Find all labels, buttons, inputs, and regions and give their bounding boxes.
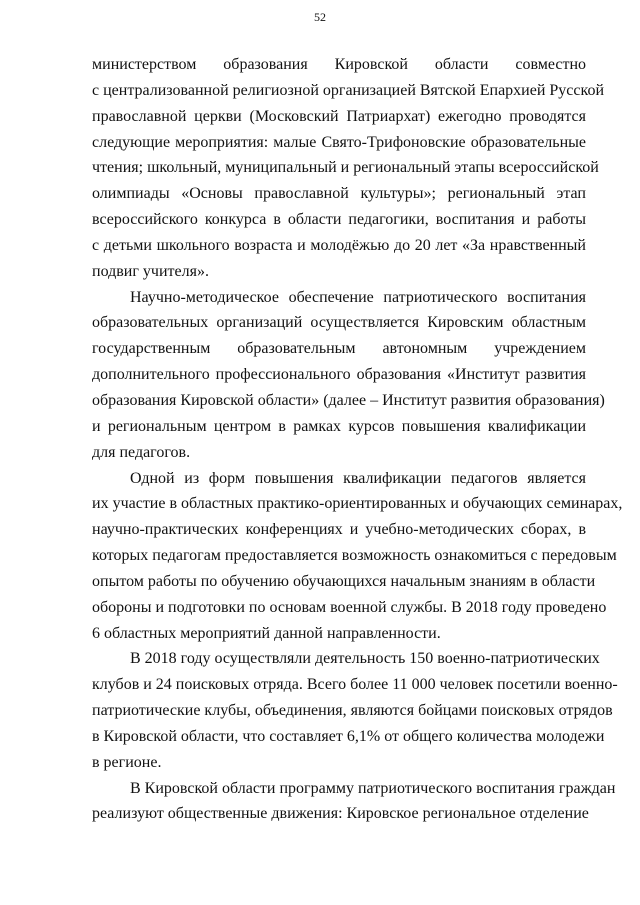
- text-line: образовательных организаций осуществляется Кировским областным: [92, 314, 586, 332]
- text-line: их участие в областных практико-ориентированных и обучающих семинарах,: [92, 495, 623, 513]
- text-line: всероссийского конкурса в области педагогики, воспитания и работы: [92, 211, 586, 229]
- text-line: реализуют общественные движения: Кировское региональное отделение: [92, 805, 589, 823]
- text-line: в регионе.: [92, 753, 162, 771]
- paragraph-continuation: [92, 52, 605, 285]
- text-line: чтения; школьный, муниципальный и региональный этапы всероссийской: [92, 159, 599, 177]
- text-line: и региональным центром в рамках курсов повышения квалификации: [92, 417, 586, 435]
- page-number: 52: [314, 10, 326, 24]
- text-line: с централизованной религиозной организацией Вятской Епархией Русской: [92, 81, 605, 99]
- paragraph-methodical-support: [92, 285, 605, 466]
- text-line: 6 областных мероприятий данной направленности.: [92, 624, 441, 642]
- text-line: научно-практических конференциях и учебно-методических сборах, в: [92, 521, 586, 539]
- text-line: дополнительного профессионального образования «Институт развития: [92, 366, 586, 384]
- text-line: православной церкви (Московский Патриархат) ежегодно проводятся: [92, 107, 586, 125]
- text-line: Научно-методическое обеспечение патриотического воспитания: [130, 288, 586, 306]
- text-line: опытом работы по обучению обучающихся начальным знаниям в области: [92, 572, 596, 590]
- paragraph-qualification: [92, 466, 623, 647]
- text-line: обороны и подготовки по основам военной службы. В 2018 году проведено: [92, 598, 607, 616]
- text-line: для педагогов.: [92, 443, 191, 461]
- text-line: образования Кировской области» (далее – Институт развития образования): [92, 391, 605, 409]
- document-body: [92, 52, 623, 827]
- text-line: следующие мероприятия: малые Свято-Трифоновские образовательные: [92, 133, 586, 151]
- paragraph-public-movements: [92, 776, 616, 828]
- text-line: Одной из форм повышения квалификации педагогов является: [130, 469, 586, 487]
- text-line: патриотические клубы, объединения, являются бойцами поисковых отрядов: [92, 702, 613, 720]
- text-line: В Кировской области программу патриотического воспитания граждан: [130, 779, 616, 797]
- text-line: клубов и 24 поисковых отряда. Всего более 11 000 человек посетили военно-: [92, 676, 618, 694]
- text-line: государственным образовательным автономным учреждением: [92, 340, 586, 358]
- text-line: олимпиады «Основы православной культуры»; региональный этап: [92, 185, 586, 203]
- text-line: в Кировской области, что составляет 6,1% от общего количества молодежи: [92, 727, 605, 745]
- paragraph-clubs-2018: [92, 646, 618, 775]
- text-line: которых педагогам предоставляется возможность ознакомиться с передовым: [92, 547, 617, 565]
- text-line: В 2018 году осуществляли деятельность 150 военно-патриотических: [130, 650, 600, 668]
- text-line: с детьми школьного возраста и молодёжью до 20 лет «За нравственный: [92, 236, 586, 254]
- text-line: министерством образования Кировской области совместно: [92, 56, 586, 73]
- text-line: подвиг учителя».: [92, 262, 209, 280]
